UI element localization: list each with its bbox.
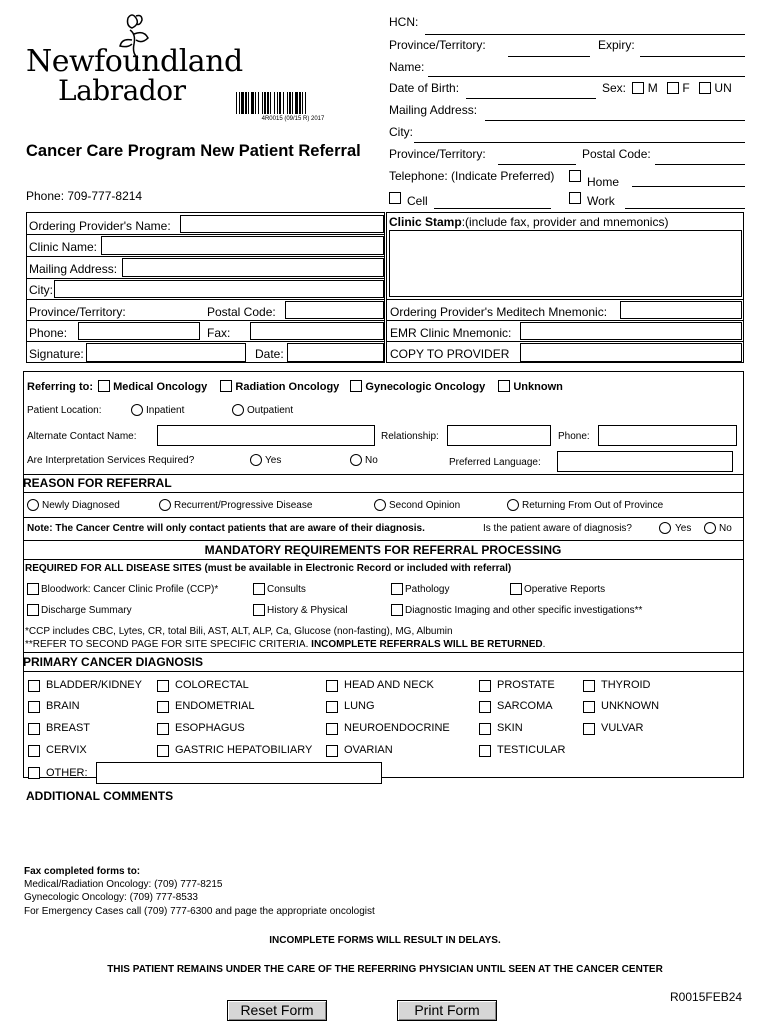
comments-header: ADDITIONAL COMMENTS: [26, 789, 174, 803]
operative-reports-checkbox[interactable]: [510, 583, 522, 595]
relationship-input[interactable]: [447, 425, 551, 446]
fax-line1: Medical/Radiation Oncology: (709) 777-8215: [24, 879, 223, 890]
operative-reports-label: Operative Reports: [524, 584, 606, 595]
ccp-note: *CCP includes CBC, Lytes, CR, total Bili, AST, ALT, ALP, Ca, Glucose (non-fasting), MG, Albumin: [25, 626, 453, 637]
sarcoma-label: SARCOMA: [497, 700, 553, 712]
returning-radio[interactable]: [507, 499, 519, 511]
gastric-hepatobiliary-checkbox[interactable]: [157, 745, 169, 757]
province-label: Province/Territory:: [389, 38, 486, 52]
medical-oncology-label: Medical Oncology: [113, 381, 208, 393]
esophagus-label: ESOPHAGUS: [175, 722, 245, 734]
incomplete-warning: INCOMPLETE FORMS WILL RESULT IN DELAYS.: [269, 935, 501, 946]
sex-f-label: F: [682, 81, 690, 95]
provider-postal-label: Postal Code:: [207, 305, 276, 319]
telephone-label: Telephone: (Indicate Preferred): [389, 169, 555, 183]
copy-label: COPY TO PROVIDER: [390, 347, 510, 361]
other-label: OTHER:: [46, 767, 88, 779]
diagnostic-imaging-checkbox[interactable]: [391, 604, 403, 616]
provider-mailing-label: Mailing Address:: [29, 262, 118, 276]
testicular-checkbox[interactable]: [479, 745, 491, 757]
provider-mailing-input[interactable]: [122, 258, 384, 277]
interpretation-no-radio[interactable]: [350, 454, 362, 466]
sex-un-label: UN: [714, 81, 732, 95]
cell-phone-checkbox[interactable]: [389, 192, 401, 204]
provider-fax-input[interactable]: [250, 322, 384, 340]
hcn-label: HCN:: [389, 15, 419, 29]
consults-checkbox[interactable]: [253, 583, 265, 595]
home-phone-checkbox[interactable]: [569, 170, 581, 182]
emr-input[interactable]: [520, 322, 742, 340]
recurrent-radio[interactable]: [159, 499, 171, 511]
lung-checkbox[interactable]: [326, 701, 338, 713]
barcode: [234, 92, 352, 122]
diagnostic-imaging-label: Diagnostic Imaging and other specific investigations**: [405, 605, 643, 616]
signature-label: Signature:: [29, 347, 84, 361]
history-physical-label: History & Physical: [267, 605, 348, 616]
clinic-name-label: Clinic Name:: [29, 240, 98, 254]
aware-yes-label: Yes: [675, 523, 692, 534]
recurrent-label: Recurrent/Progressive Disease: [174, 500, 313, 511]
bloodwork-label: Bloodwork: Cancer Clinic Profile (CCP)*: [41, 584, 219, 595]
discharge-summary-checkbox[interactable]: [27, 604, 39, 616]
sex-f-checkbox[interactable]: [667, 82, 679, 94]
pathology-checkbox[interactable]: [391, 583, 403, 595]
aware-label: Is the patient aware of diagnosis?: [483, 523, 632, 534]
breast-checkbox[interactable]: [28, 723, 40, 735]
aware-no-label: No: [719, 523, 732, 534]
mailing-label: Mailing Address:: [389, 103, 478, 117]
gynecologic-oncology-checkbox[interactable]: [350, 380, 362, 392]
gynecologic-oncology-label: Gynecologic Oncology: [365, 381, 486, 393]
second-opinion-radio[interactable]: [374, 499, 386, 511]
newly-diagnosed-radio[interactable]: [27, 499, 39, 511]
head-and-neck-label: HEAD AND NECK: [344, 679, 434, 691]
brain-label: BRAIN: [46, 700, 80, 712]
provider-fax-label: Fax:: [207, 326, 231, 340]
referring-label: Referring to:: [27, 381, 93, 393]
prostate-label: PROSTATE: [497, 679, 555, 691]
province2-label: Province/Territory:: [389, 147, 486, 161]
inpatient-label: Inpatient: [146, 405, 185, 416]
skin-label: SKIN: [497, 722, 523, 734]
lung-label: LUNG: [344, 700, 375, 712]
head-and-neck-checkbox[interactable]: [326, 680, 338, 692]
emr-label: EMR Clinic Mnemonic:: [390, 326, 512, 340]
work-label: Work: [587, 194, 615, 208]
history-physical-checkbox[interactable]: [253, 604, 265, 616]
alt-phone-label: Phone:: [558, 431, 590, 442]
reason-header: REASON FOR REFERRAL: [23, 476, 172, 490]
gastric-hepatobiliary-label: GASTRIC HEPATOBILIARY: [175, 744, 313, 756]
dob-label: Date of Birth:: [389, 81, 460, 95]
neuroendocrine-checkbox[interactable]: [326, 723, 338, 735]
patient-location-label: Patient Location:: [27, 405, 102, 416]
radiation-oncology-label: Radiation Oncology: [235, 381, 340, 393]
alt-contact-label: Alternate Contact Name:: [27, 431, 137, 442]
provider-name-input[interactable]: [180, 215, 384, 233]
incomplete-returned-note: INCOMPLETE REFERRALS WILL BE RETURNED: [311, 639, 543, 650]
testicular-label: TESTICULAR: [497, 744, 566, 756]
logo-line2: Labrador: [58, 74, 186, 107]
meditech-input[interactable]: [620, 301, 742, 319]
diagnosis-header: PRIMARY CANCER DIAGNOSIS: [23, 655, 204, 669]
bloodwork-checkbox[interactable]: [27, 583, 39, 595]
sarcoma-checkbox[interactable]: [479, 701, 491, 713]
copy-input[interactable]: [520, 343, 742, 362]
expiry-label: Expiry:: [598, 38, 635, 52]
mandatory-header: MANDATORY REQUIREMENTS FOR REFERRAL PROCESSING: [204, 543, 562, 557]
inpatient-radio[interactable]: [131, 404, 143, 416]
vulvar-label: VULVAR: [601, 722, 644, 734]
pathology-label: Pathology: [405, 584, 450, 595]
print-form-button[interactable]: Print Form: [397, 1000, 497, 1021]
provider-province-label: Province/Territory:: [29, 305, 126, 319]
barcode-icon: [234, 92, 352, 114]
reset-form-button[interactable]: Reset Form: [227, 1000, 327, 1021]
esophagus-checkbox[interactable]: [157, 723, 169, 735]
provider-phone-label: Phone:: [29, 326, 68, 340]
contact-note: Note: The Cancer Centre will only contact patients that are aware of their diagnosis.: [27, 523, 425, 534]
prostate-checkbox[interactable]: [479, 680, 491, 692]
provider-name-label: Ordering Provider's Name:: [29, 219, 171, 233]
interpretation-no-label: No: [365, 455, 378, 466]
unknown-oncology-label: Unknown: [513, 381, 563, 393]
barcode-text: 4R0015 (09/15 R) 2017: [261, 116, 325, 122]
endometrial-checkbox[interactable]: [157, 701, 169, 713]
returning-label: Returning From Out of Province: [522, 500, 664, 511]
provider-postal-input[interactable]: [285, 301, 384, 319]
relationship-label: Relationship:: [381, 431, 439, 442]
fax-line3: For Emergency Cases call (709) 777-6300 and page the appropriate oncologist: [24, 906, 375, 917]
clinic-stamp-label: Clinic Stamp: [389, 215, 462, 229]
second-page-note: **REFER TO SECOND PAGE FOR SITE SPECIFIC CRITERIA.: [25, 639, 309, 650]
interpretation-label: Are Interpretation Services Required?: [27, 455, 195, 466]
bladder-kidney-label: BLADDER/KIDNEY: [46, 679, 142, 691]
provider-city-input[interactable]: [54, 280, 384, 298]
outpatient-label: Outpatient: [247, 405, 294, 416]
fax-line2: Gynecologic Oncology: (709) 777-8533: [24, 892, 198, 903]
unknown-label: UNKNOWN: [601, 700, 660, 712]
interpretation-yes-label: Yes: [265, 455, 282, 466]
preferred-language-input[interactable]: [557, 451, 733, 472]
clinic-stamp-instructions: :(include fax, provider and mnemonics): [461, 215, 669, 229]
signature-input[interactable]: [86, 343, 246, 362]
ovarian-checkbox[interactable]: [326, 745, 338, 757]
endometrial-label: ENDOMETRIAL: [175, 700, 255, 712]
cervix-label: CERVIX: [46, 744, 87, 756]
outpatient-radio[interactable]: [232, 404, 244, 416]
care-notice: THIS PATIENT REMAINS UNDER THE CARE OF THE REFERRING PHYSICIAN UNTIL SEEN AT THE CANCER CENTER: [107, 964, 663, 975]
second-opinion-label: Second Opinion: [389, 500, 461, 511]
city-label: City:: [389, 125, 413, 139]
logo-line1: Newfoundland: [26, 44, 243, 79]
clinic-name-input[interactable]: [101, 236, 384, 255]
sex-label: Sex:: [602, 81, 627, 95]
date-label: Date:: [255, 347, 284, 361]
fax-title: Fax completed forms to:: [24, 866, 141, 877]
provider-phone-input[interactable]: [78, 322, 200, 340]
aware-yes-radio[interactable]: [659, 522, 671, 534]
preferred-language-label: Preferred Language:: [449, 457, 541, 468]
name-label: Name:: [389, 60, 425, 74]
form-code: R0015FEB24: [670, 990, 743, 1004]
brain-checkbox[interactable]: [28, 701, 40, 713]
skin-checkbox[interactable]: [479, 723, 491, 735]
newly-diagnosed-label: Newly Diagnosed: [42, 500, 120, 511]
cervix-checkbox[interactable]: [28, 745, 40, 757]
sex-m-checkbox[interactable]: [632, 82, 644, 94]
mandatory-subheader: REQUIRED FOR ALL DISEASE SITES (must be available in Electronic Record or included with referral): [25, 563, 512, 574]
radiation-oncology-checkbox[interactable]: [220, 380, 232, 392]
postal-label: Postal Code:: [582, 147, 651, 161]
sex-m-label: M: [647, 81, 658, 95]
work-phone-checkbox[interactable]: [569, 192, 581, 204]
ovarian-label: OVARIAN: [344, 744, 393, 756]
interpretation-yes-radio[interactable]: [250, 454, 262, 466]
alt-contact-input[interactable]: [157, 425, 375, 446]
cell-label: Cell: [407, 194, 428, 208]
thyroid-label: THYROID: [601, 679, 651, 691]
colorectal-checkbox[interactable]: [157, 680, 169, 692]
date-input[interactable]: [287, 343, 384, 362]
logo: [26, 12, 243, 112]
medical-oncology-checkbox[interactable]: [98, 380, 110, 392]
sex-un-checkbox[interactable]: [699, 82, 711, 94]
other-checkbox[interactable]: [28, 767, 40, 779]
bladder-kidney-checkbox[interactable]: [28, 680, 40, 692]
comments-input[interactable]: [23, 806, 744, 862]
discharge-summary-label: Discharge Summary: [41, 605, 132, 616]
unknown-checkbox[interactable]: [583, 701, 595, 713]
page-title: Cancer Care Program New Patient Referral: [26, 142, 361, 160]
colorectal-label: COLORECTAL: [175, 679, 249, 691]
neuroendocrine-label: NEUROENDOCRINE: [344, 722, 450, 734]
consults-label: Consults: [267, 584, 306, 595]
unknown-oncology-checkbox[interactable]: [498, 380, 510, 392]
meditech-label: Ordering Provider's Meditech Mnemonic:: [390, 305, 608, 319]
provider-city-label: City:: [29, 283, 53, 297]
program-phone: Phone: 709-777-8214: [26, 189, 143, 203]
other-input[interactable]: [96, 762, 382, 784]
clinic-stamp-input[interactable]: [389, 230, 742, 297]
alt-phone-input[interactable]: [598, 425, 737, 446]
thyroid-checkbox[interactable]: [583, 680, 595, 692]
aware-no-radio[interactable]: [704, 522, 716, 534]
breast-label: BREAST: [46, 722, 91, 734]
vulvar-checkbox[interactable]: [583, 723, 595, 735]
home-label: Home: [587, 175, 620, 189]
